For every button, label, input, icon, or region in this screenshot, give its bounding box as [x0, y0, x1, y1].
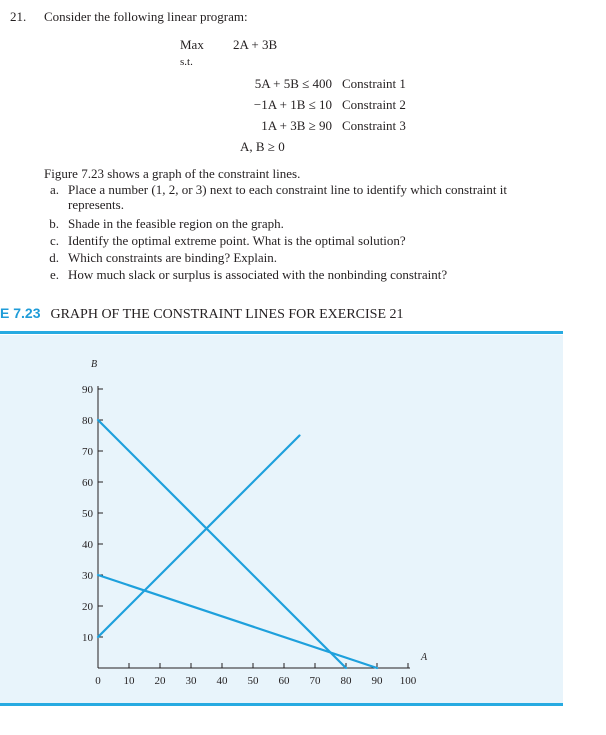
problem-number: 21. — [10, 9, 27, 24]
constraint-line-2 — [98, 436, 300, 638]
part-e-letter: e. — [49, 267, 59, 282]
constraint-3-expr: 1A + 3B ≥ 90 — [261, 118, 332, 133]
problem-intro: Consider the following linear program: — [44, 9, 248, 24]
figure-top-rule — [0, 331, 563, 334]
y-tick-label: 70 — [82, 446, 93, 458]
nonnegativity-constraint: A, B ≥ 0 — [240, 139, 285, 154]
constraint-1-expr: 5A + 5B ≤ 400 — [254, 76, 332, 91]
y-axis-label: B — [90, 359, 98, 370]
x-tick-label: 0 — [95, 675, 101, 687]
x-tick-label: 10 — [123, 675, 135, 687]
constraint-3-name: Constraint 3 — [342, 118, 406, 133]
constraint-line-3 — [98, 575, 377, 668]
y-tick-label: 20 — [82, 601, 93, 613]
constraint-2-expr: −1A + 1B ≤ 10 — [253, 97, 332, 112]
y-tick-label: 80 — [82, 415, 93, 427]
figure-reference: Figure 7.23 shows a graph of the constraint lines. — [44, 166, 301, 181]
part-e-text: How much slack or surplus is associated with the nonbinding constraint? — [68, 267, 448, 282]
figure-title: GRAPH OF THE CONSTRAINT LINES FOR EXERCISE 21 — [50, 307, 404, 322]
x-tick-label: 40 — [216, 675, 228, 687]
objective-function: 2A + 3B — [233, 37, 278, 52]
part-a-text: Place a number (1, 2, or 3) next to each constraint line to identify which constraint it — [68, 182, 507, 197]
part-b-letter: b. — [49, 216, 59, 231]
x-tick-label: 80 — [340, 675, 352, 687]
max-label: Max — [180, 37, 204, 52]
x-tick-label: 60 — [278, 675, 290, 687]
part-d-text: Which constraints are binding? Explain. — [68, 250, 278, 265]
figure-number: E 7.23 — [0, 305, 41, 321]
x-tick-label: 70 — [309, 675, 321, 687]
x-tick-label: 100 — [399, 675, 417, 687]
y-tick-label: 10 — [82, 632, 93, 644]
constraint-2-name: Constraint 2 — [342, 97, 406, 112]
x-tick-label: 90 — [371, 675, 383, 687]
constraint-1-name: Constraint 1 — [342, 76, 406, 91]
part-a-letter: a. — [49, 182, 59, 197]
y-tick-label: 40 — [82, 539, 93, 551]
part-d-letter: d. — [49, 250, 59, 265]
part-a-text-cont: represents. — [68, 197, 124, 212]
x-tick-label: 30 — [185, 675, 197, 687]
part-c-text: Identify the optimal extreme point. What is the optimal solution? — [68, 233, 406, 248]
figure-header — [0, 305, 404, 323]
constraint-chart — [0, 335, 563, 703]
subject-to-label: s.t. — [180, 56, 193, 68]
part-c-letter: c. — [49, 233, 59, 248]
y-tick-label: 50 — [82, 508, 93, 520]
x-tick-label: 20 — [154, 675, 166, 687]
y-tick-label: 60 — [82, 477, 93, 489]
x-tick-label: 50 — [247, 675, 259, 687]
y-tick-label: 30 — [82, 570, 93, 582]
constraint-line-1 — [98, 420, 346, 668]
x-axis-label: A — [420, 652, 428, 663]
part-b-text: Shade in the feasible region on the graph. — [68, 216, 284, 231]
y-tick-label: 90 — [82, 384, 93, 396]
figure-bottom-rule — [0, 703, 563, 706]
